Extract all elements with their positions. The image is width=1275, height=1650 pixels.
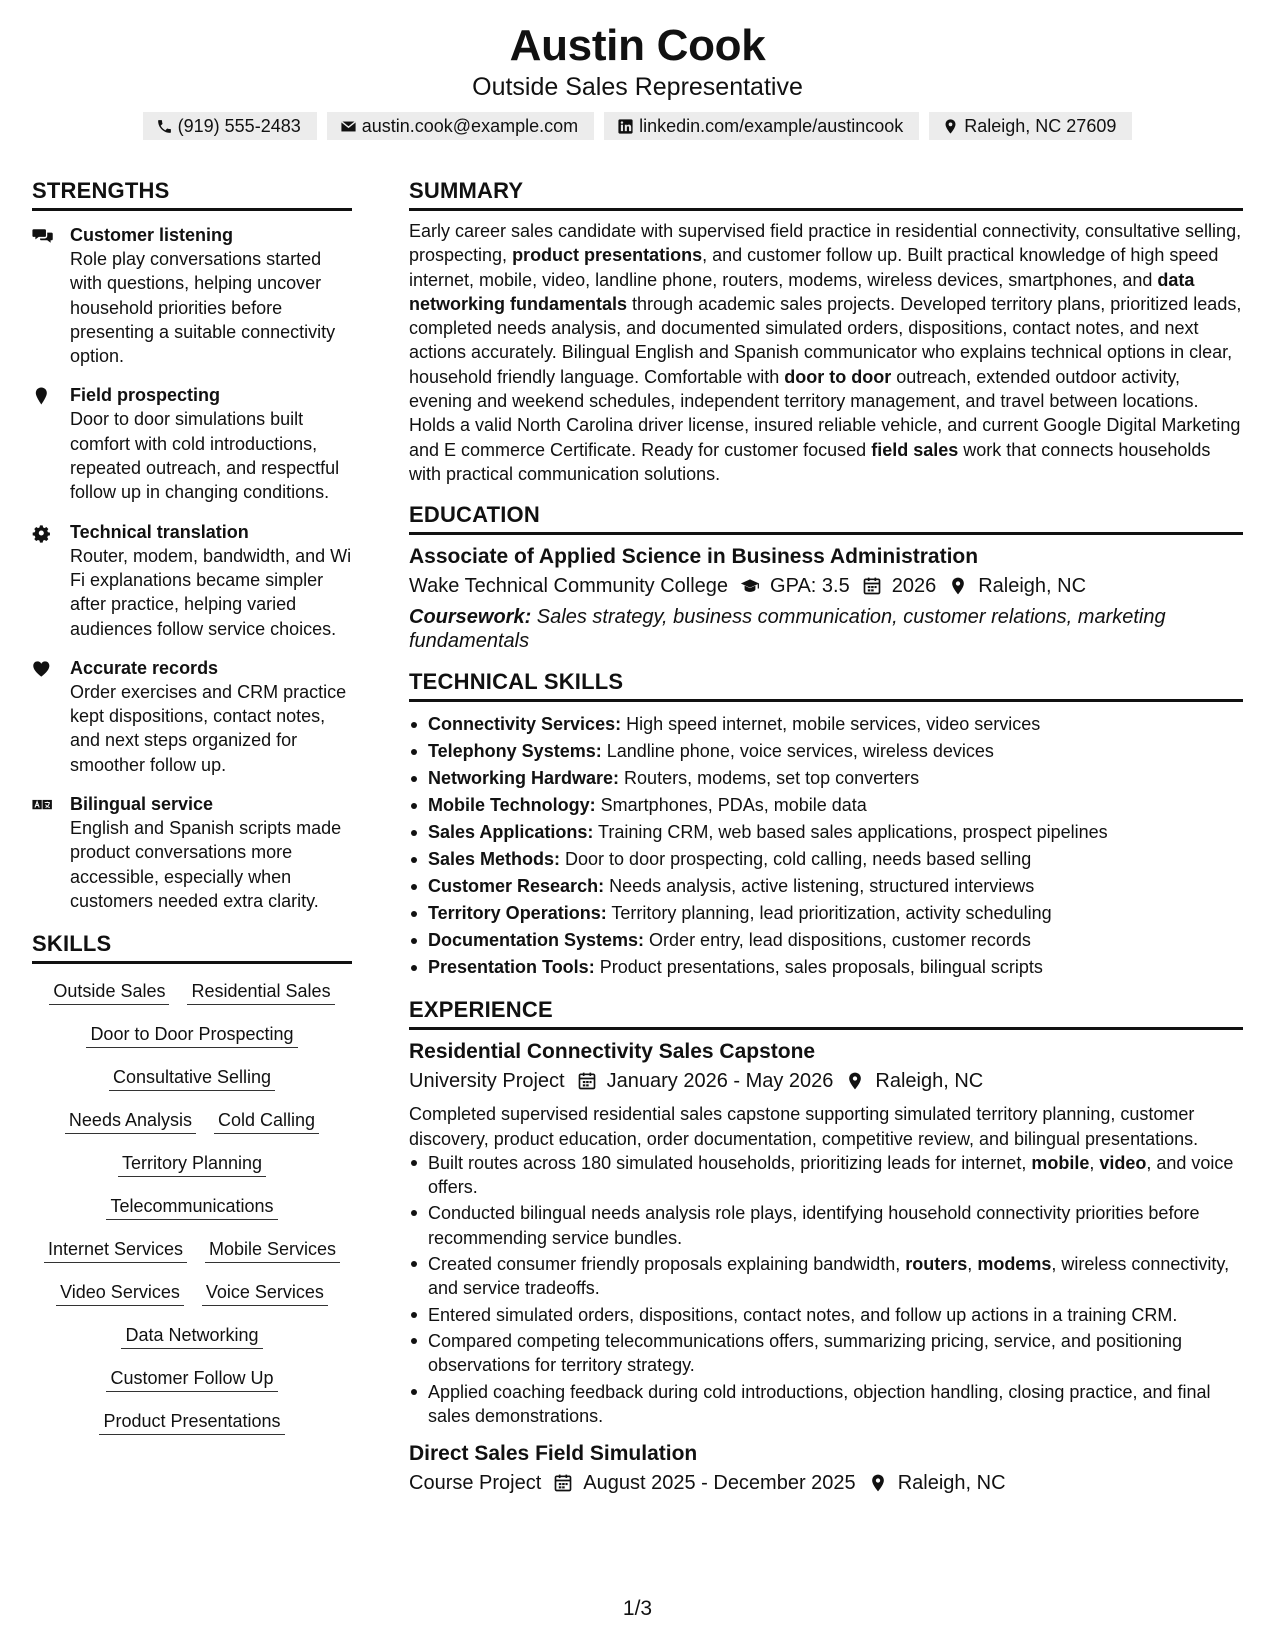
tech-label: Sales Methods: xyxy=(428,849,561,870)
degree-title: Associate of Applied Science in Business Administration xyxy=(409,545,979,569)
list-item xyxy=(409,792,1243,819)
skill-tag: Door to Door Prospecting xyxy=(86,1023,297,1048)
tech-label: Connectivity Services: xyxy=(428,714,622,735)
candidate-name: Austin Cook xyxy=(509,21,766,70)
contact-email[interactable] xyxy=(327,112,594,140)
bullet-text: Created consumer friendly proposals explaining bandwidth, xyxy=(428,1254,906,1275)
left-column xyxy=(32,176,352,1453)
strengths-heading: STRENGTHS xyxy=(32,176,352,211)
strength-item xyxy=(32,223,352,368)
skill-tag: Product Presentations xyxy=(99,1410,284,1435)
summary-text xyxy=(409,219,1243,486)
heart-icon xyxy=(32,656,70,777)
job-org: University Project xyxy=(409,1070,565,1093)
contact-phone xyxy=(143,112,317,140)
tech-value: Needs analysis, active listening, structured interviews xyxy=(604,876,1035,897)
tech-value: Product presentations, sales proposals, bilingual scripts xyxy=(594,957,1043,978)
map-pin-icon xyxy=(942,118,959,135)
tech-label: Documentation Systems: xyxy=(428,930,645,951)
bullet-keyword: video xyxy=(1099,1152,1147,1173)
strength-title: Bilingual service xyxy=(70,794,214,815)
linkedin-text: linkedin.com/example/austincook xyxy=(639,115,904,136)
tech-label: Telephony Systems: xyxy=(428,741,602,762)
strength-desc: Router, modem, bandwidth, and Wi Fi explanations became simpler after practice, helping varied audiences follow service choices. xyxy=(70,545,352,639)
bullet-keyword: modems xyxy=(977,1254,1052,1275)
summary-heading: SUMMARY xyxy=(409,176,1243,211)
job-dates: August 2025 - December 2025 xyxy=(583,1472,856,1495)
contact-linkedin[interactable] xyxy=(604,112,919,140)
list-item xyxy=(409,846,1243,873)
summary-part: outreach, extended outdoor activity, evening and weekend schedules, independent territory management, and travel between locations. Holds a valid North Carolina driver license, insured reliable vehicle, and current Google Digital Marketing and E commerce Certificate. Ready for customer focused xyxy=(409,366,1241,460)
envelope-icon xyxy=(340,118,357,135)
tech-value: Routers, modems, set top converters xyxy=(619,768,920,789)
skill-row xyxy=(32,1195,352,1220)
job-description: Completed supervised residential sales capstone supporting simulated territory planning, customer discovery, product education, order documentation, competitive review, and bilingual presentations. xyxy=(409,1104,1199,1149)
strength-item xyxy=(32,383,352,504)
skill-tag: Cold Calling xyxy=(214,1109,319,1134)
list-item xyxy=(409,711,1243,738)
coursework xyxy=(409,605,1243,653)
skill-row xyxy=(32,1152,352,1177)
list-item: Entered simulated orders, dispositions, contact notes, and follow up actions in a training CRM. xyxy=(409,1303,1243,1327)
strength-title: Customer listening xyxy=(70,225,234,245)
education-location: Raleigh, NC xyxy=(978,575,1087,598)
page-number: 1/3 xyxy=(622,1597,653,1620)
technical-skills-heading: TECHNICAL SKILLS xyxy=(409,667,1243,702)
tech-label: Territory Operations: xyxy=(428,903,607,924)
tech-value: Order entry, lead dispositions, customer records xyxy=(644,930,1031,951)
phone-text: (919) 555-2483 xyxy=(177,115,301,136)
summary-keyword: product presentations xyxy=(512,245,703,266)
strength-desc: Order exercises and CRM practice kept dispositions, contact notes, and next steps organized for smoother follow up. xyxy=(70,681,347,775)
skill-tag: Voice Services xyxy=(202,1281,328,1306)
map-pin-icon xyxy=(833,1071,875,1091)
tech-label: Presentation Tools: xyxy=(428,957,595,978)
skill-tag: Data Networking xyxy=(121,1324,262,1349)
tech-value: Training CRM, web based sales applications, prospect pipelines xyxy=(593,822,1108,843)
summary-part: Early career sales candidate with supervised field practice in residential connectivity, consultative selling, prospecting, xyxy=(409,221,1242,266)
coursework-text: Sales strategy, business communication, customer relations, marketing fundamentals xyxy=(409,606,1166,653)
calendar-icon xyxy=(565,1071,607,1091)
summary-part: , and customer follow up. Built practical knowledge of high speed internet, mobile, video, landline phone, routers, modems, wireless devices, smartphones, and xyxy=(409,245,1219,290)
right-column xyxy=(409,176,1243,1498)
job-bullets xyxy=(409,1151,1243,1428)
summary-keyword: data networking fundamentals xyxy=(409,269,1195,314)
job-title: Residential Connectivity Sales Capstone xyxy=(409,1040,816,1064)
gpa-text: GPA: 3.5 xyxy=(770,575,850,598)
phone-icon xyxy=(156,118,173,135)
summary-part: work that connects households with practical communication solutions. xyxy=(409,439,1211,484)
skill-tag: Needs Analysis xyxy=(65,1109,196,1134)
job-org: Course Project xyxy=(409,1472,542,1495)
skill-row xyxy=(32,1324,352,1349)
skill-tag: Telecommunications xyxy=(106,1195,277,1220)
list-item xyxy=(409,1151,1243,1200)
skill-tag: Video Services xyxy=(56,1281,184,1306)
list-item: Compared competing telecommunications offers, summarizing pricing, service, and positioning observations for territory strategy. xyxy=(409,1329,1243,1378)
strength-item xyxy=(32,792,352,913)
bullet-text: , xyxy=(1089,1152,1100,1173)
skill-row xyxy=(32,1367,352,1392)
contact-bar xyxy=(0,112,1275,140)
strengths-list xyxy=(32,223,352,913)
skill-tag: Consultative Selling xyxy=(109,1066,275,1091)
list-item xyxy=(409,765,1243,792)
strength-title: Accurate records xyxy=(70,657,219,678)
location-text: Raleigh, NC 27609 xyxy=(964,115,1117,136)
education-heading: EDUCATION xyxy=(409,500,1243,535)
list-item xyxy=(409,738,1243,765)
bullet-text: , and voice offers. xyxy=(428,1152,1234,1198)
skill-row xyxy=(32,1281,352,1306)
strength-title: Technical translation xyxy=(70,521,249,542)
strength-item xyxy=(32,656,352,777)
tech-value: High speed internet, mobile services, video services xyxy=(621,714,1041,735)
summary-keyword: field sales xyxy=(871,439,959,460)
list-item xyxy=(409,927,1243,954)
candidate-title: Outside Sales Representative xyxy=(472,73,803,101)
list-item xyxy=(409,1252,1243,1301)
coursework-label: Coursework: xyxy=(409,606,532,629)
tech-label: Customer Research: xyxy=(428,876,605,897)
skill-tag: Territory Planning xyxy=(118,1152,266,1177)
list-item xyxy=(409,954,1243,981)
skill-tag: Customer Follow Up xyxy=(106,1367,277,1392)
tech-label: Networking Hardware: xyxy=(428,768,620,789)
school-name: Wake Technical Community College xyxy=(409,575,729,598)
bullet-keyword: mobile xyxy=(1031,1152,1090,1173)
strength-title: Field prospecting xyxy=(70,385,221,406)
list-item xyxy=(409,873,1243,900)
summary-part: through academic sales projects. Developed territory plans, prioritized leads, completed needs analysis, and documented simulated orders, dispositions, contact notes, and next actions accurately. Bilingual English and Spanish communicator who explains technical options in clear, household friendly language. Comfortable with xyxy=(409,293,1242,387)
job-location: Raleigh, NC xyxy=(875,1070,984,1093)
map-pin-icon xyxy=(856,1473,898,1493)
job-meta xyxy=(409,1468,1243,1498)
job-dates: January 2026 - May 2026 xyxy=(606,1070,834,1093)
list-item: Conducted bilingual needs analysis role plays, identifying household connectivity priorities before recommending service bundles. xyxy=(409,1201,1243,1250)
graduation-year: 2026 xyxy=(891,575,937,598)
job-meta xyxy=(409,1066,1243,1096)
skills-list xyxy=(32,980,352,1435)
tech-value: Landline phone, voice services, wireless devices xyxy=(601,741,994,762)
strength-item xyxy=(32,520,352,641)
job-title: Direct Sales Field Simulation xyxy=(409,1442,698,1466)
list-item: Applied coaching feedback during cold introductions, objection handling, closing practice, and final sales demonstrations. xyxy=(409,1380,1243,1429)
map-pin-icon xyxy=(936,576,978,596)
skill-row xyxy=(32,1023,352,1048)
tech-value: Door to door prospecting, cold calling, needs based selling xyxy=(560,849,1032,870)
contact-location xyxy=(929,112,1132,140)
tech-label: Mobile Technology: xyxy=(428,795,596,816)
education-meta xyxy=(409,571,1243,601)
map-pin-icon xyxy=(32,383,70,504)
technical-skills-list xyxy=(409,711,1243,981)
skill-tag: Residential Sales xyxy=(187,980,334,1005)
skill-row xyxy=(32,1109,352,1134)
list-item xyxy=(409,819,1243,846)
bullet-text: Built routes across 180 simulated households, prioritizing leads for internet, xyxy=(428,1152,1032,1173)
bullet-text: , wireless connectivity, and service tradeoffs. xyxy=(428,1254,1230,1299)
tech-value: Territory planning, lead prioritization, activity scheduling xyxy=(606,903,1052,924)
list-item xyxy=(409,900,1243,927)
skill-row xyxy=(32,980,352,1005)
calendar-icon xyxy=(541,1473,583,1493)
linkedin-icon xyxy=(617,118,634,135)
bullet-keyword: routers xyxy=(905,1254,968,1275)
skill-row xyxy=(32,1066,352,1091)
skill-row xyxy=(32,1410,352,1435)
email-text: austin.cook@example.com xyxy=(361,115,579,136)
skill-tag: Mobile Services xyxy=(205,1238,340,1263)
bullet-text: , xyxy=(967,1254,978,1275)
language-icon xyxy=(32,792,70,913)
tech-label: Sales Applications: xyxy=(428,822,594,843)
skill-row xyxy=(32,1238,352,1263)
tech-value: Smartphones, PDAs, mobile data xyxy=(595,795,867,816)
resume-header xyxy=(0,20,1275,140)
strength-desc: Door to door simulations built comfort with cold introductions, repeated outreach, and respectful follow up in changing conditions. xyxy=(70,409,340,503)
summary-keyword: door to door xyxy=(784,366,892,387)
skills-heading: SKILLS xyxy=(32,929,352,964)
gear-icon xyxy=(32,520,70,641)
strength-desc: Role play conversations started with questions, helping uncover household priorities before presenting a suitable connectivity option. xyxy=(70,249,336,367)
skill-tag: Outside Sales xyxy=(49,980,169,1005)
calendar-icon xyxy=(850,576,892,596)
skill-tag: Internet Services xyxy=(44,1238,187,1263)
experience-heading: EXPERIENCE xyxy=(409,995,1243,1030)
job-location: Raleigh, NC xyxy=(897,1472,1006,1495)
strength-desc: English and Spanish scripts made product conversations more accessible, especially when customers needed extra clarity. xyxy=(70,818,342,911)
graduation-cap-icon xyxy=(728,576,770,596)
chat-bubbles-icon xyxy=(32,223,70,368)
